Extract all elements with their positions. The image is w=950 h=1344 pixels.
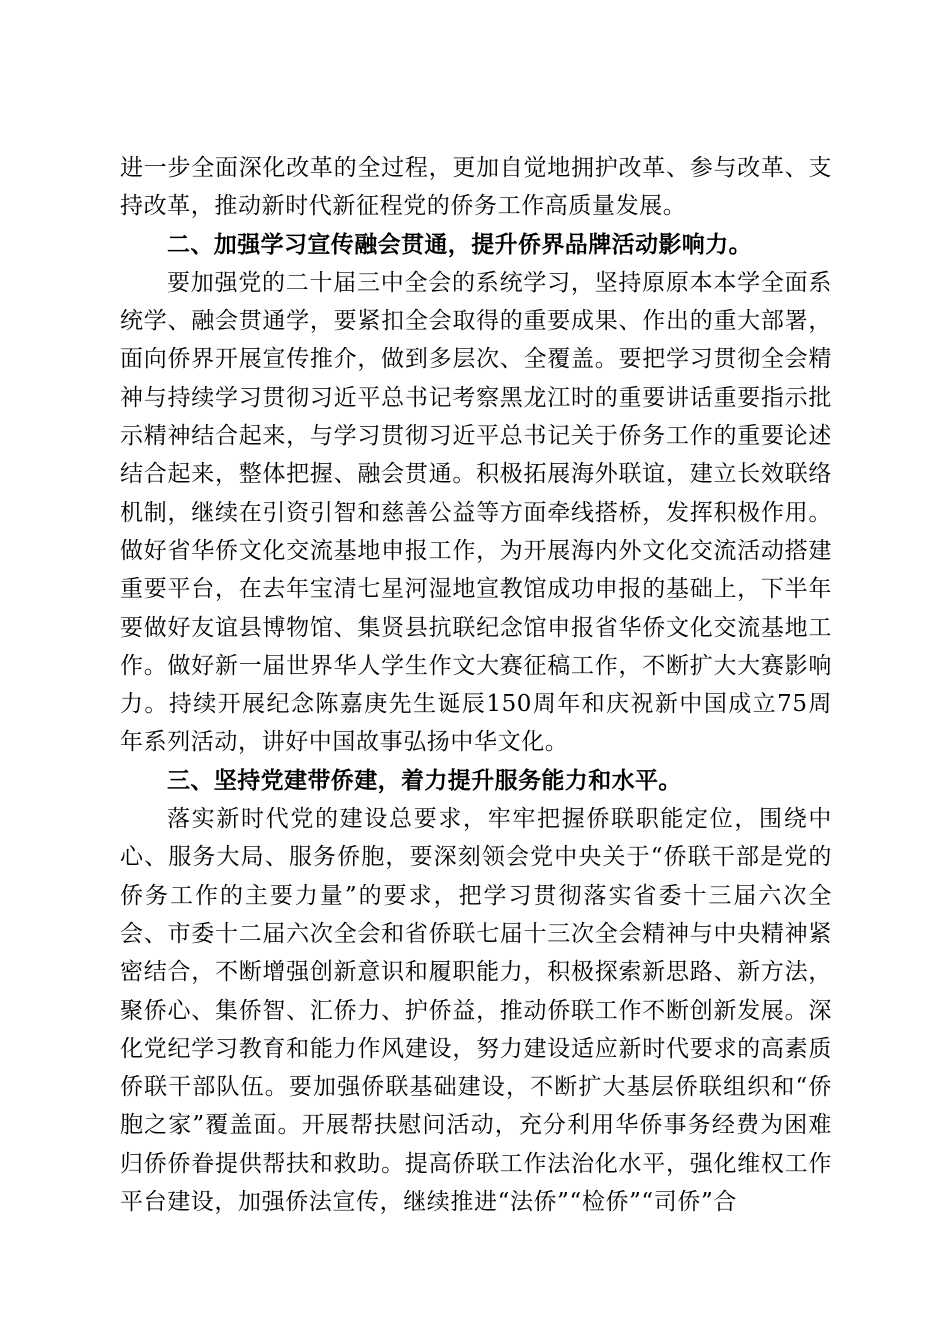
section-heading-two: 二、加强学习宣传融会贯通，提升侨界品牌活动影响力。 <box>167 231 752 258</box>
document-page <box>120 149 832 1221</box>
section-heading-three: 三、坚持党建带侨建，着力提升服务能力和水平。 <box>167 767 682 794</box>
paragraph-section-two-body: 要加强党的二十届三中全会的系统学习，坚持原原本本学全面系统学、融会贯通学，要紧扣全会取得的重要成果、作出的重大部署，面向侨界开展宣传推介，做到多层次、全覆盖。要把学习贯彻全会精神与持续学习贯彻习近平总书记考察黑龙江时的重要讲话重要指示批示精神结合起来，与学习贯彻习近平总书记关于侨务工作的重要论述结合起来，整体把握、融会贯通。积极拓展海外联谊，建立长效联络机制，继续在引资引智和慈善公益等方面牵线搭桥，发挥积极作用。做好省华侨文化交流基地申报工作，为开展海内外文化交流活动搭建重要平台，在去年宝清七星河湿地宣教馆成功申报的基础上，下半年要做好友谊县博物馆、集贤县抗联纪念馆申报省华侨文化交流基地工作。做好新一届世界华人学生作文大赛征稿工作，不断扩大大赛影响力。持续开展纪念陈嘉庚先生诞辰150周年和庆祝新中国成立75周年系列活动，讲好中国故事弘扬中华文化。 <box>120 269 832 756</box>
paragraph-section-three-body: 落实新时代党的建设总要求，牢牢把握侨联职能定位，围绕中心、服务大局、服务侨胞，要深刻领会党中央关于“侨联干部是党的侨务工作的主要力量”的要求，把学习贯彻落实省委十三届六次全会、市委十二届六次全会和省侨联七届十三次全会精神与中央精神紧密结合，不断增强创新意识和履职能力，积极探索新思路、新方法，聚侨心、集侨智、汇侨力、护侨益，推动侨联工作不断创新发展。深化党纪学习教育和能力作风建设，努力建设适应新时代要求的高素质侨联干部队伍。要加强侨联基础建设，不断扩大基层侨联组织和“侨胞之家”覆盖面。开展帮扶慰问活动，充分利用华侨事务经费为困难归侨侨眷提供帮扶和救助。提高侨联工作法治化水平，强化维权工作平台建设，加强侨法宣传，继续推进“法侨”“检侨”“司侨”合 <box>120 806 832 1216</box>
paragraph-continuation: 进一步全面深化改革的全过程，更加自觉地拥护改革、参与改革、支持改革，推动新时代新征程党的侨务工作高质量发展。 <box>120 155 832 220</box>
